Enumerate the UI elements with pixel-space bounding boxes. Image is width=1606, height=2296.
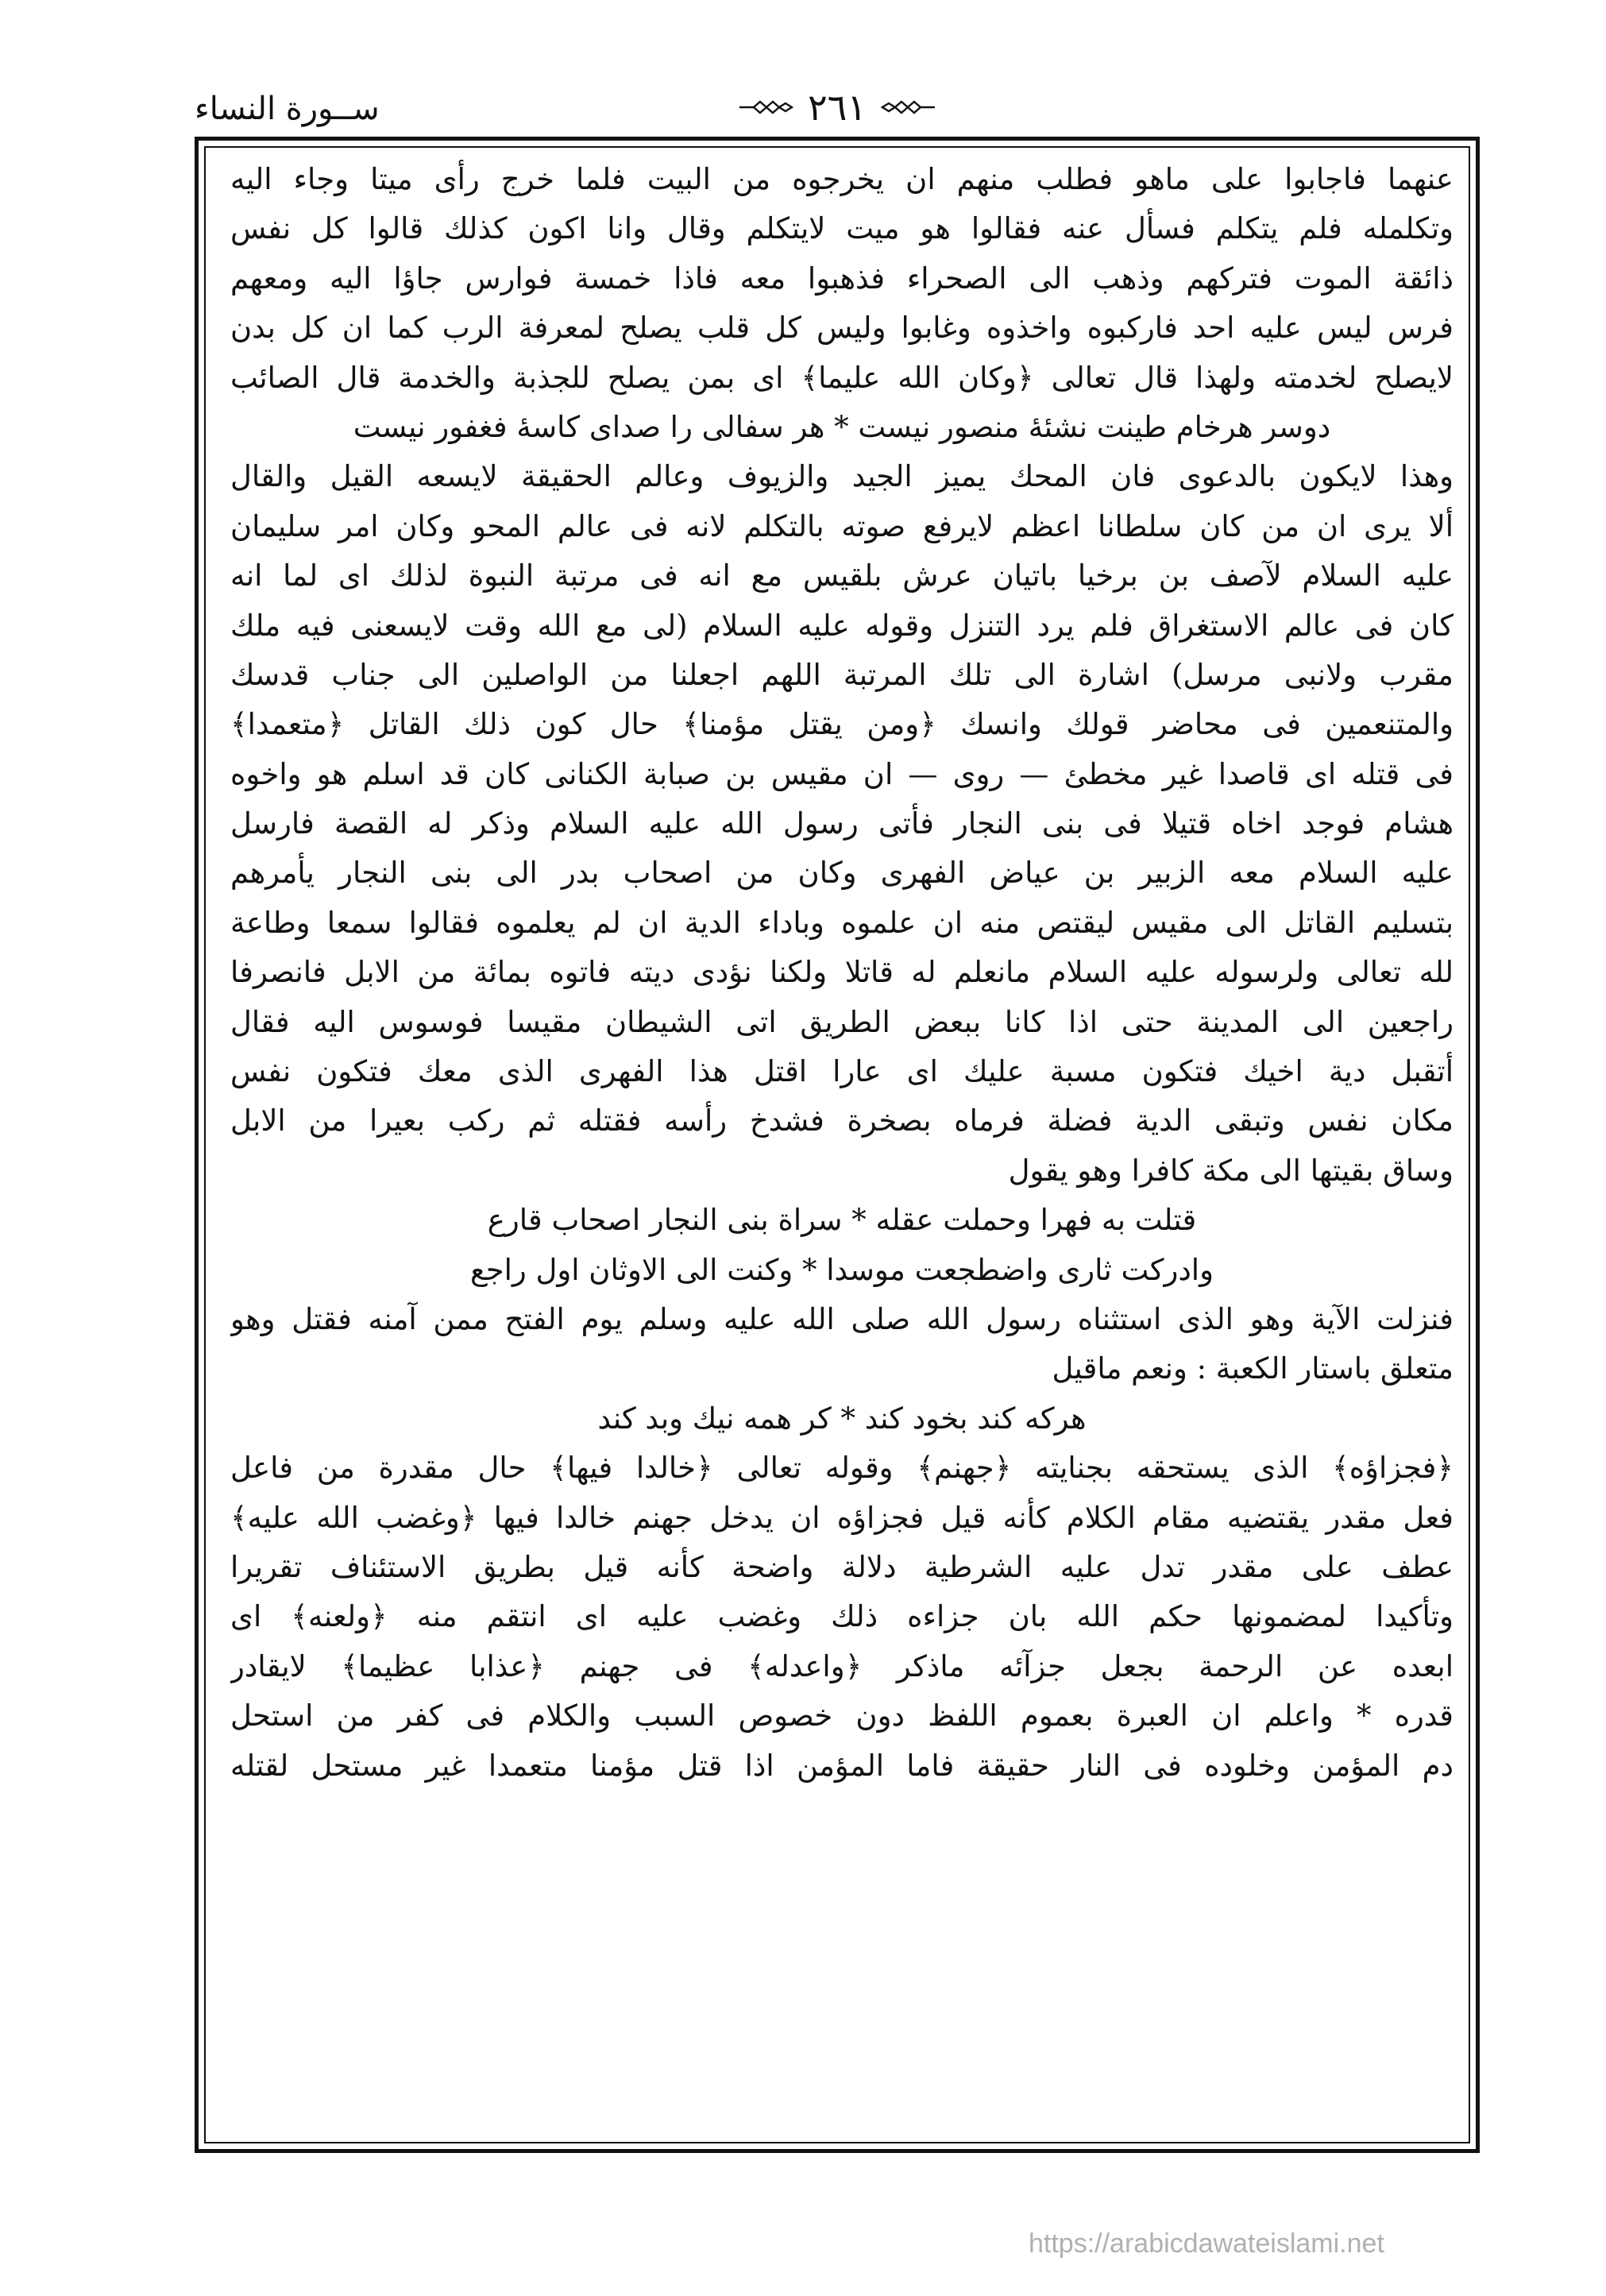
poem-verse: قتلت به فهرا وحملت عقله * سراة بنى النجار اصحاب قارع	[487, 1203, 1197, 1238]
page-number-group	[738, 86, 936, 129]
text-line: فنزلت الآية وهو الذى استثناه رسول الله صلى الله عليه وسلم يوم الفتح ممن آمنه فقتل وهو	[230, 1301, 1454, 1336]
text-line: فعل مقدر يقتضيه مقام الكلام كأنه قيل فجزاؤه ان يدخل جهنم خالدا فيها ﴿وغضب الله عليه﴾	[230, 1500, 1454, 1535]
text-line: كان فى عالم الاستغراق فلم يرد التنزل وقوله عليه السلام (لى مع الله وقت لايسعنى فيه ملك	[230, 608, 1454, 643]
text-line: لايصلح لخدمته ولهذا قال تعالى ﴿وكان الله عليما﴾ اى بمن يصلح للجذبة والخدمة قال الصائب	[230, 360, 1454, 395]
text-line: لله تعالى ولرسوله عليه السلام مانعلم له قاتلا ولكنا نؤدى ديته فاتوه بمائة من الابل فانصرفا	[230, 955, 1454, 990]
text-line: ﴿فجزاؤه﴾ الذى يستحقه بجنايته ﴿جهنم﴾ وقوله تعالى ﴿خالدا فيها﴾ حال مقدرة من فاعل	[230, 1451, 1454, 1486]
text-line: وتأكيدا لمضمونها حكم الله بان جزاءه ذلك وغضب عليه اى انتقم منه ﴿ولعنه﴾ اى	[230, 1599, 1454, 1634]
page-header	[195, 86, 1480, 141]
text-line: دم المؤمن وخلوده فى النار حقيقة فاما المؤمن اذا قتل مؤمنا متعمدا غير مستحل لقتله	[230, 1748, 1454, 1783]
text-line: قدره * واعلم ان العبرة بعموم اللفظ دون خصوص السبب والكلام فى كفر من استحل	[230, 1699, 1454, 1734]
text-line: فرس ليس عليه احد فاركبوه واخذوه وغابوا وليس كل قلب يصلح لمعرفة الرب كما ان كل بدن	[230, 311, 1454, 346]
persian-verse: دوسر هرخام طينت نشئۀ منصور نيست * هر سفالى را صداى كاسۀ فغفور نيست	[353, 409, 1331, 444]
text-line: وتكلمله فلم يتكلم فسأل عنه فقالوا هو ميت لايتكلم وقال وانا اكون كذلك قالوا كل نفس	[230, 211, 1454, 246]
text-line: والمتنعمين فى محاضر قولك وانسك ﴿ومن يقتل مؤمنا﴾ حال كون ذلك القاتل ﴿متعمدا﴾	[230, 707, 1454, 742]
text-line: مكان نفس وتبقى الدية فضلة فرماه بصخرة فشدخ رأسه فقتله ثم ركب بعيرا من الابل	[230, 1104, 1454, 1138]
page-number: ٢٦١	[807, 86, 867, 129]
text-line: راجعين الى المدينة حتى اذا كانا ببعض الطريق اتى الشيطان مقيسا فوسوس اليه فقال	[230, 1004, 1454, 1039]
text-line: مقرب ولانبى مرسل) اشارة الى تلك المرتبة اللهم اجعلنا من الواصلين الى جناب قدسك	[230, 657, 1454, 692]
text-line: عنهما فاجابوا على ماهو فطلب منهم ان يخرجوه من البيت فلما خرج رأى ميتا وجاء اليه	[230, 162, 1454, 196]
ornament-icon	[881, 99, 936, 116]
text-line: ألا يرى ان من كان سلطانا اعظم لايرفع صوته بالتكلم لانه فى عالم المحو وكان امر سليمان	[230, 508, 1454, 543]
text-line: عطف على مقدر تدل عليه الشرطية دلالة واضحة كأنه قيل بطريق الاستئناف تقريرا	[230, 1549, 1454, 1584]
ornament-icon	[738, 99, 793, 116]
text-line: هشام فوجد اخاه قتيلا فى بنى النجار فأتى رسول الله عليه السلام وذكر له القصة فارسل	[230, 806, 1454, 841]
watermark-url: https://arabicdawateislami.net	[1029, 2228, 1384, 2259]
persian-verse: هركه كند بخود كند * كر همه نيك وبد كند	[597, 1401, 1087, 1436]
text-line: وساق بقيتها الى مكة كافرا وهو يقول	[1008, 1153, 1454, 1188]
text-line: أتقبل دية اخيك فتكون مسبة عليك اى عارا اقتل هذا الفهرى الذى معك فتكون نفس	[230, 1054, 1454, 1089]
text-line: بتسليم القاتل الى مقيس ليقتص منه ان علموه وباداء الدية ان لم يعلموه فقالوا سمعا وطاعة	[230, 905, 1454, 940]
text-line: ذائقة الموت فتركهم وذهب الى الصحراء فذهبوا معه فاذا خمسة فوارس جاؤا اليه ومعهم	[230, 261, 1454, 296]
main-text	[230, 155, 1454, 1791]
text-line: وهذا لايكون بالدعوى فان المحك يميز الجيد والزيوف وعالم الحقيقة لايسعه القيل والقال	[230, 459, 1454, 494]
text-line: عليه السلام لآصف بن برخيا باتيان عرش بلقيس مع انه فى مرتبة النبوة لذلك اى لما انه	[230, 559, 1454, 593]
poem-verse: وادركت ثارى واضطجعت موسدا * وكنت الى الاوثان اول راجع	[470, 1252, 1214, 1287]
text-line: عليه السلام معه الزبير بن عياض الفهرى وكان من اصحاب بدر الى بنى النجار يأمرهم	[230, 856, 1454, 891]
text-line: ابعده عن الرحمة بجعل جزآئه ماذكر ﴿واعدله﴾ فى جهنم ﴿عذابا عظيما﴾ لايقادر	[230, 1649, 1454, 1683]
text-line: متعلق باستار الكعبة : ونعم ماقيل	[1052, 1351, 1454, 1386]
text-line: فى قتله اى قاصدا غير مخطئ — روى — ان مقيس بن صبابة الكنانى كان قد اسلم هو واخوه	[230, 756, 1454, 791]
surah-title: ســورة النساء	[195, 91, 380, 127]
